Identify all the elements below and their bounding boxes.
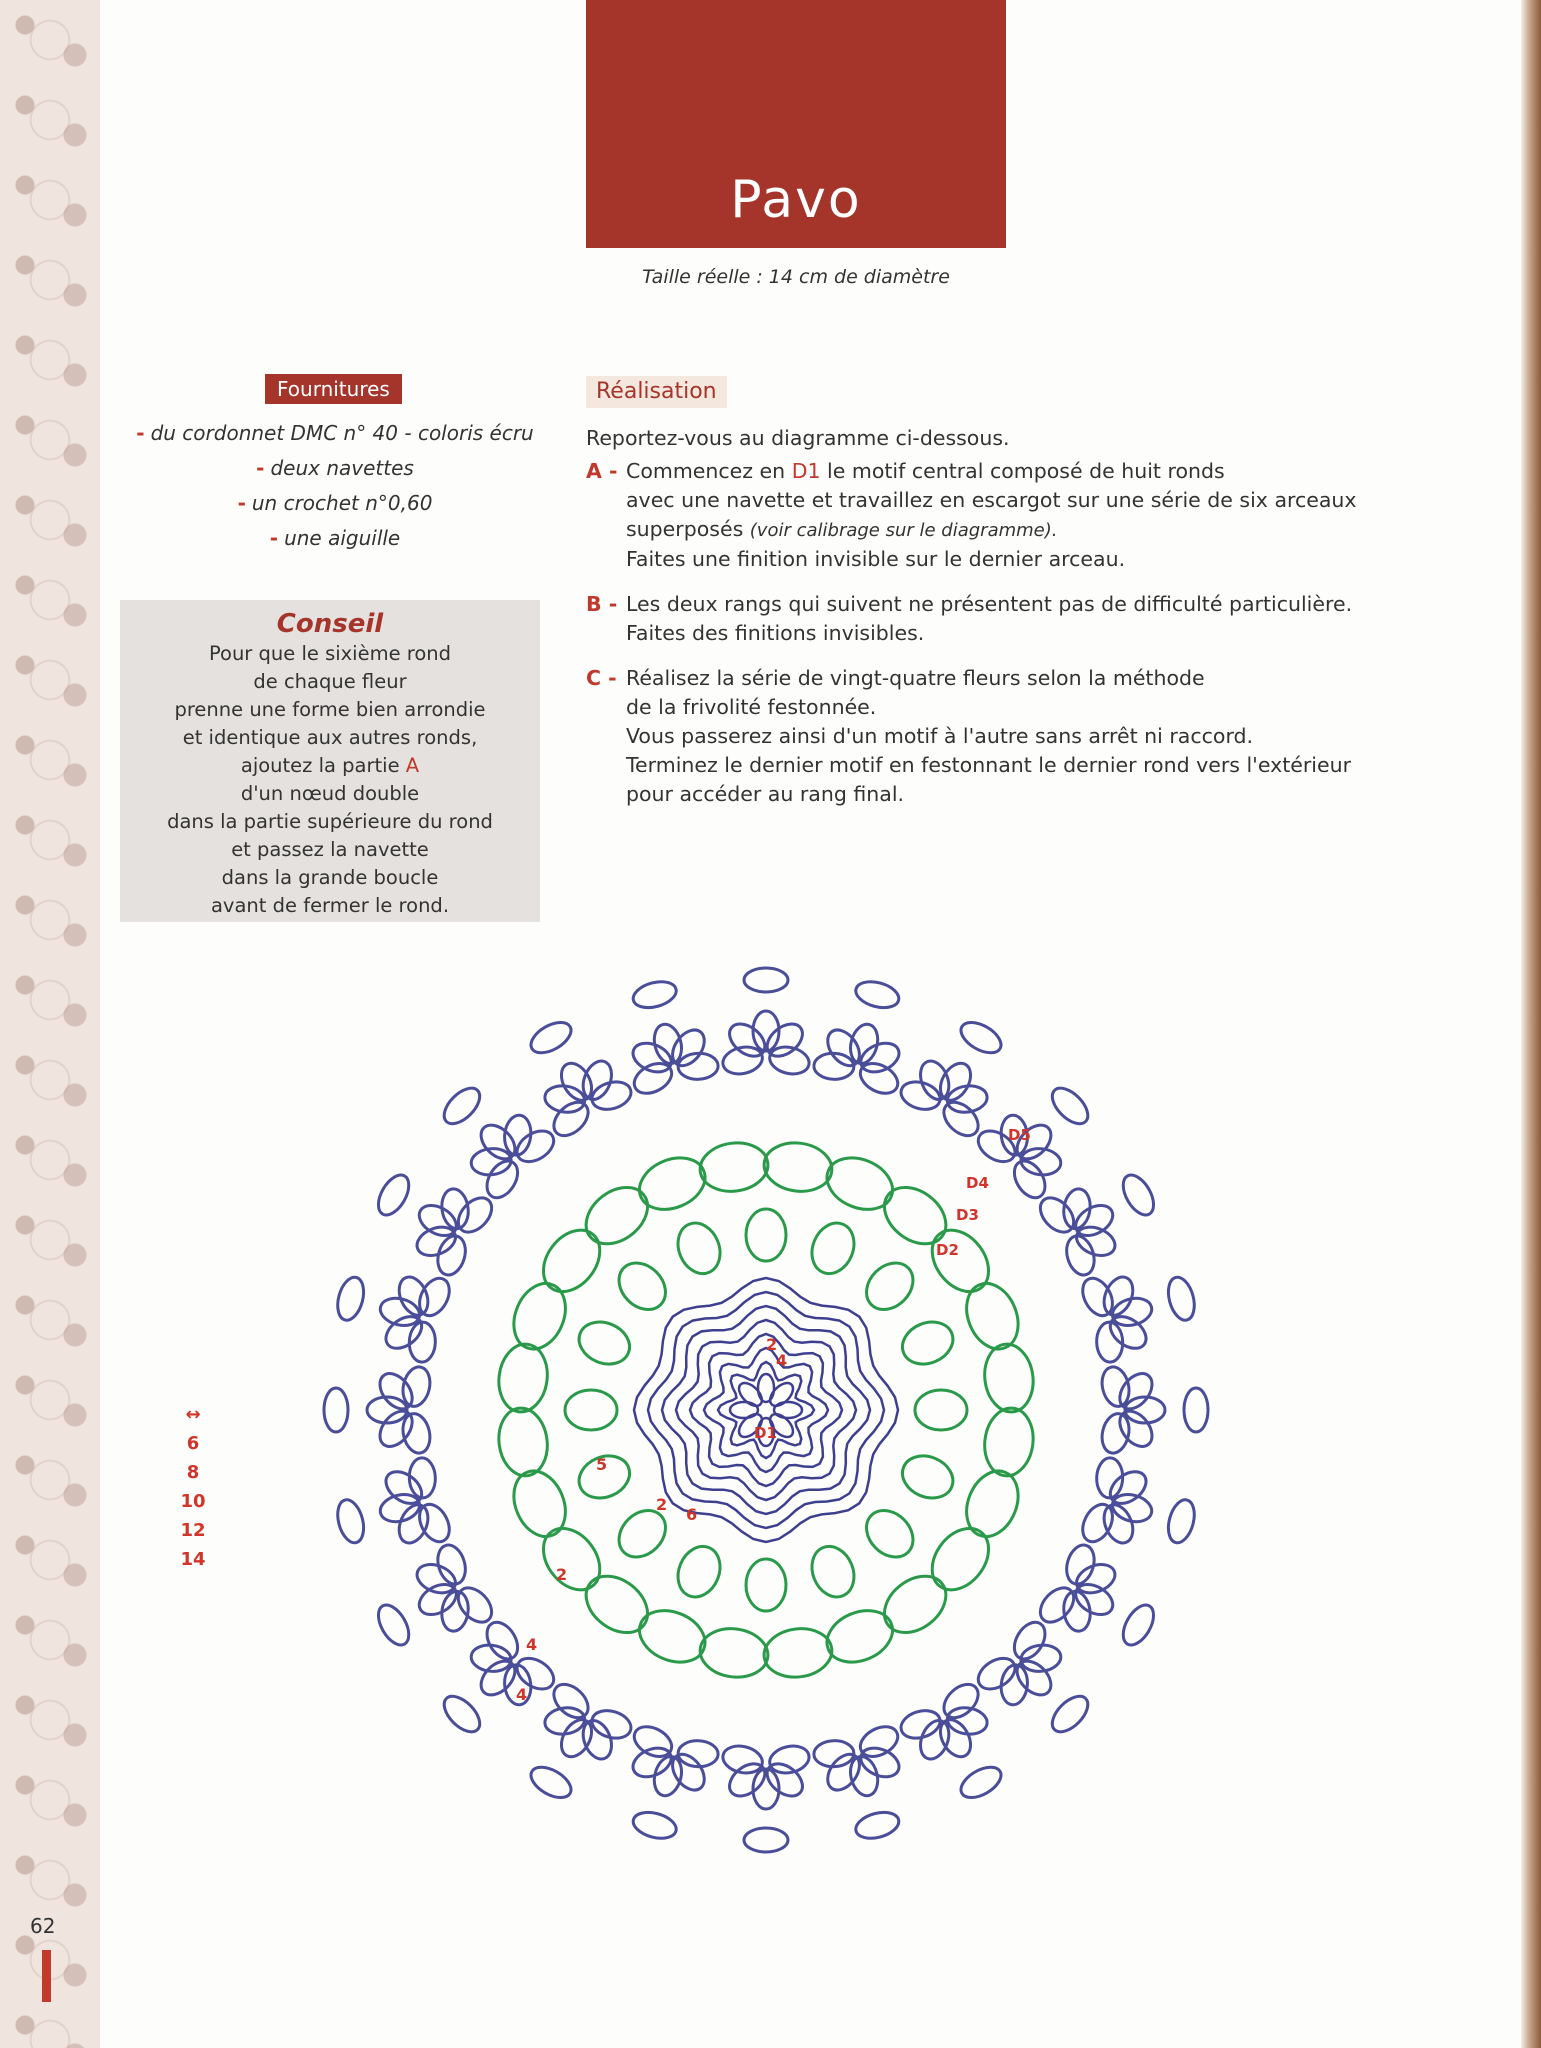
step-b: B - Les deux rangs qui suivent ne présentent pas de difficulté particulière. Faites des finitions invisibles. xyxy=(586,592,1353,645)
outer-picot-ring xyxy=(372,1170,415,1220)
green-outer-ring xyxy=(697,1625,771,1681)
green-outer-ring xyxy=(532,1518,611,1601)
flower-petal xyxy=(1099,1273,1139,1320)
center-ring xyxy=(766,1379,797,1410)
page-number: 62 xyxy=(30,1914,56,1938)
flower-petal xyxy=(394,1273,434,1320)
flower-petal xyxy=(761,1757,808,1802)
green-inner-ring xyxy=(671,1217,728,1280)
green-outer-ring xyxy=(819,1148,900,1218)
instructions-intro: Reportez-vous au diagramme ci-dessous. xyxy=(586,426,1010,450)
green-inner-ring xyxy=(857,1501,922,1566)
double-arrow-icon: ↔ xyxy=(185,1404,201,1425)
outer-picot-ring xyxy=(630,977,679,1012)
count-label: 4 xyxy=(526,1635,538,1654)
legend-size: 6 xyxy=(186,1433,200,1454)
start-label: D2 xyxy=(936,1241,959,1259)
flower-petal xyxy=(856,1038,903,1078)
realisation-heading: Réalisation xyxy=(586,376,727,408)
outer-picot-ring xyxy=(526,1016,576,1059)
step-c: C - Réalisez la série de vingt-quatre fleurs selon la méthode de la frivolité festonnée. Vous passerez ainsi d'un motif à l'autre sans arrêt ni raccord. Terminez le dernier motif en festonnant le dernier rond vers l'extérieur pour accéder au rang final. xyxy=(586,666,1352,806)
tip-heading: Conseil xyxy=(276,609,384,639)
green-inner-ring xyxy=(610,1254,675,1319)
flower-petal xyxy=(1113,1405,1158,1452)
flower-petal xyxy=(938,1678,985,1724)
outer-picot-ring xyxy=(744,1828,788,1852)
flower-petal xyxy=(723,1757,770,1802)
green-inner-ring xyxy=(746,1209,786,1261)
green-outer-ring xyxy=(981,1341,1037,1415)
legend-size: 8 xyxy=(186,1462,200,1483)
flower-petal xyxy=(481,1617,524,1665)
page-marker xyxy=(42,1950,51,2002)
page-title: Pavo xyxy=(730,170,862,230)
count-label: 2 xyxy=(766,1335,778,1354)
green-outer-ring xyxy=(921,1219,1000,1302)
flower-petal xyxy=(1113,1367,1158,1414)
green-inner-ring xyxy=(671,1540,728,1603)
flower-petal xyxy=(1034,1192,1080,1239)
center-ring xyxy=(735,1379,766,1410)
flower-petal xyxy=(723,1017,770,1062)
flower-petal xyxy=(973,1652,1021,1695)
flower-petal xyxy=(1011,1655,1058,1702)
green-outer-ring xyxy=(981,1405,1037,1479)
outer-picot-ring xyxy=(372,1600,415,1650)
supplies-item: - du cordonnet DMC n° 40 - coloris écru xyxy=(136,421,534,445)
center-arch-ring xyxy=(648,1292,884,1528)
green-inner-ring xyxy=(746,1559,786,1611)
flower-petal xyxy=(1099,1500,1139,1547)
outer-picot-ring xyxy=(333,1497,368,1546)
title-banner xyxy=(586,0,1006,248)
tip-box xyxy=(120,600,540,922)
count-label: 2 xyxy=(556,1565,568,1584)
outer-picot-ring xyxy=(1184,1388,1208,1432)
flower-petal xyxy=(373,1405,418,1452)
book-spine-edge xyxy=(1521,0,1541,2048)
legend-size: 12 xyxy=(180,1520,206,1541)
flower-petal xyxy=(433,1542,469,1588)
green-inner-ring xyxy=(896,1449,959,1506)
green-outer-ring xyxy=(957,1463,1027,1544)
legend-size: 10 xyxy=(180,1491,206,1512)
flower-petal xyxy=(1062,1233,1098,1279)
flower-petal xyxy=(481,1156,524,1204)
outer-picot-ring xyxy=(438,1690,486,1738)
outer-picot-ring xyxy=(333,1274,368,1323)
green-inner-ring xyxy=(896,1315,959,1372)
green-inner-ring xyxy=(805,1540,862,1603)
outer-picot-ring xyxy=(956,1761,1006,1804)
count-label: 4 xyxy=(776,1351,788,1370)
green-outer-ring xyxy=(504,1463,574,1544)
green-outer-ring xyxy=(874,1565,957,1644)
count-label: 2 xyxy=(656,1495,668,1514)
flower-petal xyxy=(452,1192,498,1239)
flower-petal xyxy=(938,1096,985,1142)
green-inner-ring xyxy=(565,1390,617,1430)
flower-petal xyxy=(1008,1617,1051,1665)
instructions xyxy=(586,424,1416,825)
tip-text: Pour que le sixième rond de chaque fleur prenne une forme bien arrondie et identique aux autres ronds, ajoutez la partie A d'un nœud double dans la partie supérieure du rond et passez la navette dans la grande boucle avant de fermer le rond. xyxy=(167,642,493,917)
flower-petal xyxy=(856,1743,903,1783)
outer-picot-ring xyxy=(1164,1497,1199,1546)
flower-petal xyxy=(1008,1156,1051,1204)
outer-picot-ring xyxy=(526,1761,576,1804)
flower-petal xyxy=(373,1367,418,1414)
start-label: D5 xyxy=(1008,1126,1031,1144)
size-legend xyxy=(158,1400,228,1574)
flower-petal xyxy=(589,1077,635,1113)
green-outer-ring xyxy=(632,1148,713,1218)
size-subtitle: Taille réelle : 14 cm de diamètre xyxy=(642,266,950,288)
outer-picot-ring xyxy=(744,968,788,992)
lace-border-decoration xyxy=(0,0,100,2048)
green-outer-ring xyxy=(632,1601,713,1671)
green-inner-ring xyxy=(805,1217,862,1280)
start-label: D3 xyxy=(956,1206,979,1224)
doily-diagram-svg xyxy=(296,940,1236,1920)
flower-petal xyxy=(548,1096,595,1142)
center-arch-ring xyxy=(704,1348,828,1472)
supplies-item: - deux navettes xyxy=(256,456,414,480)
flower-petal xyxy=(452,1582,498,1629)
flower-petal xyxy=(548,1678,595,1724)
green-inner-ring xyxy=(857,1254,922,1319)
outer-picot-ring xyxy=(1117,1600,1160,1650)
outer-picot-ring xyxy=(853,1808,902,1843)
green-inner-ring xyxy=(915,1390,967,1430)
green-outer-ring xyxy=(957,1276,1027,1357)
green-inner-ring xyxy=(573,1315,636,1372)
center-arch-ring xyxy=(634,1278,898,1542)
green-outer-ring xyxy=(575,1176,658,1255)
flower-petal xyxy=(512,1125,560,1168)
count-label: 5 xyxy=(596,1455,608,1474)
outer-picot-ring xyxy=(1164,1274,1199,1323)
outer-picot-ring xyxy=(1117,1170,1160,1220)
outer-picot-ring xyxy=(853,977,902,1012)
outer-picot-ring xyxy=(324,1388,348,1432)
center-arch-ring xyxy=(718,1362,814,1458)
green-outer-ring xyxy=(697,1139,771,1195)
green-outer-ring xyxy=(495,1341,551,1415)
green-outer-ring xyxy=(504,1276,574,1357)
start-label: D1 xyxy=(754,1424,777,1442)
green-outer-ring xyxy=(819,1601,900,1671)
flower-petal xyxy=(475,1655,522,1702)
tatting-diagram xyxy=(296,940,1236,1920)
flower-petal xyxy=(394,1500,434,1547)
center-arch-ring xyxy=(690,1334,842,1486)
count-label: 6 xyxy=(686,1505,698,1524)
supplies-item: - une aiguille xyxy=(269,526,401,550)
flower-petal xyxy=(898,1706,944,1742)
flower-petal xyxy=(1034,1582,1080,1629)
supplies-list xyxy=(110,416,560,556)
outer-picot-ring xyxy=(630,1808,679,1843)
outer-picot-ring xyxy=(1046,1690,1094,1738)
outer-picot-ring xyxy=(1046,1082,1094,1130)
supplies-item: - un crochet n°0,60 xyxy=(237,491,433,515)
outer-picot-ring xyxy=(438,1082,486,1130)
green-outer-ring xyxy=(761,1625,835,1681)
green-outer-ring xyxy=(575,1565,658,1644)
green-outer-ring xyxy=(532,1219,611,1302)
start-label: D4 xyxy=(966,1174,989,1192)
count-label: 4 xyxy=(516,1685,528,1704)
flower-petal xyxy=(629,1743,676,1783)
flower-petal xyxy=(475,1119,522,1166)
legend-size: 14 xyxy=(180,1549,206,1570)
supplies-heading: Fournitures xyxy=(265,374,402,404)
step-a: A - Commencez en D1 le motif central composé de huit ronds avec une navette et travaillez en escargot sur une série de six arceaux superposés (voir calibrage sur le diagramme). Faites une finition invisible sur le dernier arceau. xyxy=(586,459,1357,571)
green-outer-ring xyxy=(761,1139,835,1195)
green-outer-ring xyxy=(495,1405,551,1479)
flower-petal xyxy=(761,1017,808,1062)
green-outer-ring xyxy=(921,1518,1000,1601)
outer-picot-ring xyxy=(956,1016,1006,1059)
flower-petal xyxy=(629,1038,676,1078)
